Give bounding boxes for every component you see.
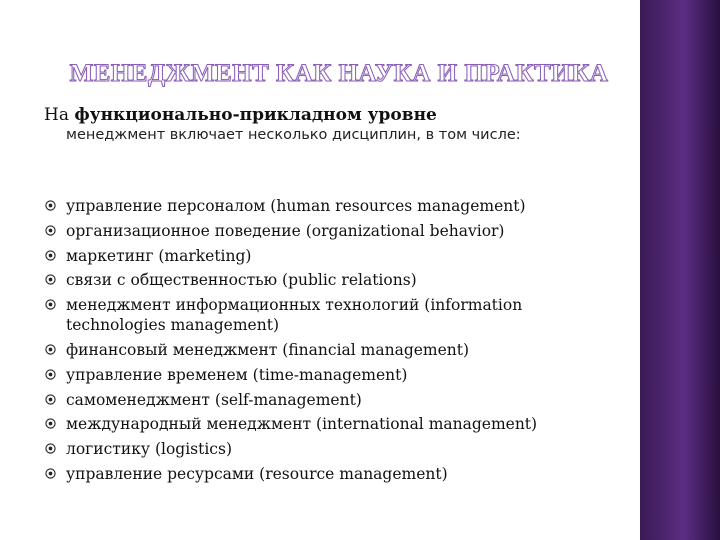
intro-prefix: На <box>44 105 75 125</box>
circled-dot-icon <box>45 274 56 285</box>
list-item <box>44 295 624 335</box>
slide-title: МЕНЕДЖМЕНТ КАК НАУКА И ПРАКТИКА <box>69 60 609 87</box>
list-item <box>44 196 624 216</box>
list-item <box>44 390 624 410</box>
list-item <box>44 414 624 434</box>
list-item-text: управление персоналом (human resources management) <box>66 197 526 215</box>
circled-dot-icon <box>45 250 56 261</box>
list-item <box>44 464 624 484</box>
circled-dot-icon <box>45 225 56 236</box>
list-item-text: управление временем (time-management) <box>66 365 408 384</box>
circled-dot-icon <box>45 468 56 479</box>
circled-dot-icon <box>45 369 56 380</box>
list-item-text: логистику (logistics) <box>66 440 232 459</box>
intro-continuation: менеджмент включает несколько дисциплин, в том числе: <box>66 127 521 143</box>
circled-dot-icon <box>45 418 56 429</box>
list-item-text: организационное поведение (organizational behavior) <box>66 221 505 240</box>
list-item-text: управление ресурсами (resource management) <box>66 464 448 483</box>
circled-dot-icon <box>45 299 56 310</box>
list-item-text: связи с общественностью (public relations) <box>66 271 417 290</box>
circled-dot-icon <box>45 344 56 355</box>
circled-dot-icon <box>45 200 56 211</box>
intro-emphasis: функционально-прикладном уровне <box>74 105 437 125</box>
list-item <box>44 270 624 290</box>
discipline-list <box>44 196 624 489</box>
list-item <box>44 365 624 385</box>
list-item <box>44 439 624 459</box>
circled-dot-icon <box>45 443 56 454</box>
list-item <box>44 246 624 266</box>
list-item <box>44 340 624 360</box>
list-item-text: финансовый менеджмент (financial management) <box>66 340 470 359</box>
decorative-side-panel <box>640 0 720 540</box>
list-item <box>44 221 624 241</box>
list-item-text: самоменеджмент (self-management) <box>66 390 362 409</box>
list-item-text: маркетинг (marketing) <box>66 246 252 265</box>
intro-lead <box>44 105 437 125</box>
circled-dot-icon <box>45 394 56 405</box>
list-item-text: международный менеджмент (international management) <box>66 415 538 434</box>
list-item-text: менеджмент информационных технологий (information technologies management) <box>66 296 523 335</box>
intro-paragraph <box>44 104 624 144</box>
